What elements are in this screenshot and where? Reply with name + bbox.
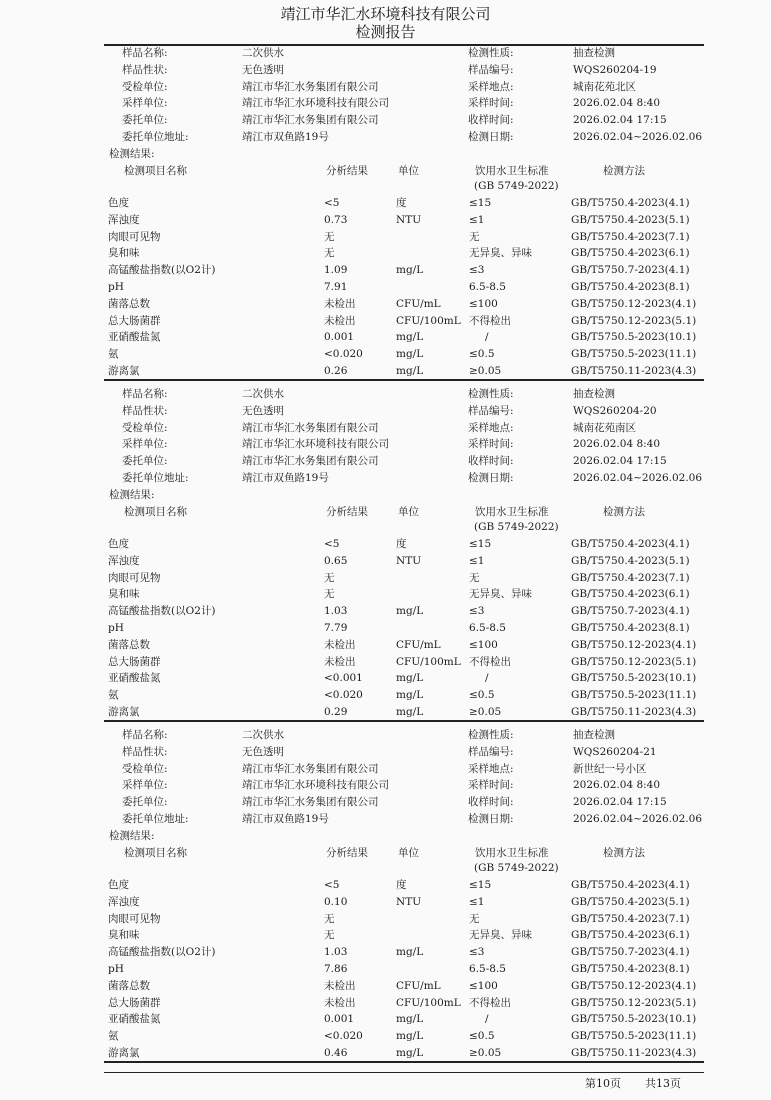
- value-test-date: 2026.02.04~2026.02.06: [573, 131, 703, 143]
- cell-result: <5: [324, 538, 340, 550]
- cell-result: 未检出: [324, 996, 356, 1009]
- cell-method: GB/T5750.12-2023(5.1): [571, 655, 697, 668]
- label-sample-no: 样品编号:: [468, 404, 514, 417]
- label-client-unit: 委托单位:: [122, 455, 168, 468]
- cell-method: GB/T5750.5-2023(11.1): [571, 348, 697, 361]
- cell-result: 未检出: [324, 979, 356, 992]
- label-receive-time: 收样时间:: [468, 455, 514, 468]
- cell-item: 肉眼可见物: [108, 571, 161, 584]
- cell-result: 7.91: [324, 281, 348, 293]
- cell-unit: mg/L: [396, 365, 424, 377]
- label-inspected-unit: 受检单位:: [122, 421, 168, 434]
- value-nature: 抽查检测: [573, 47, 615, 59]
- value-sampling-time: 2026.02.04 8:40: [573, 97, 661, 110]
- value-sampler: 靖江市华汇水环境科技有限公司: [242, 97, 389, 110]
- cell-unit: mg/L: [396, 264, 424, 277]
- value-no: WQS260204-21: [573, 745, 657, 758]
- value-inspected: 靖江市华汇水务集团有限公司: [242, 762, 379, 775]
- cell-result: <0.020: [324, 1030, 363, 1043]
- cell-item: 总大肠菌群: [108, 314, 161, 327]
- cell-method: GB/T5750.4-2023(5.1): [571, 895, 690, 908]
- value-client: 靖江市华汇水务集团有限公司: [242, 455, 379, 468]
- cell-unit: mg/L: [396, 689, 424, 702]
- label-sample-name: 样品名称:: [122, 47, 168, 59]
- value-name: 二次供水: [242, 729, 284, 741]
- cell-result: 0.46: [324, 1047, 348, 1059]
- results-title: 检测结果:: [109, 489, 155, 501]
- cell-result: 0.001: [324, 331, 355, 344]
- cell-method: GB/T5750.11-2023(4.3): [571, 706, 697, 718]
- cell-standard: ≤3: [469, 605, 485, 618]
- value-receive-time: 2026.02.04 17:15: [573, 455, 667, 468]
- label-sampling-site: 采样地点:: [468, 421, 514, 434]
- cell-unit: NTU: [396, 213, 422, 226]
- value-address: 靖江市双鱼路19号: [242, 472, 329, 484]
- cell-item: 臭和味: [108, 247, 140, 260]
- col-header-item: 检测项目名称: [124, 165, 187, 177]
- label-sampling-unit: 采样单位:: [122, 438, 168, 451]
- label-sample-property: 样品性状:: [122, 745, 168, 758]
- col-header-unit: 单位: [398, 847, 419, 859]
- cell-standard: 6.5-8.5: [469, 963, 506, 975]
- label-test-date: 检测日期:: [468, 813, 514, 825]
- cell-result: 未检出: [324, 297, 356, 310]
- cell-standard: /: [485, 331, 489, 344]
- cell-method: GB/T5750.4-2023(4.1): [571, 197, 690, 209]
- cell-standard: ≤3: [469, 264, 485, 277]
- cell-method: GB/T5750.7-2023(4.1): [571, 946, 690, 959]
- cell-standard: ≤100: [469, 297, 498, 310]
- label-sampling-site: 采样地点:: [468, 80, 514, 93]
- col-header-method: 检测方法: [603, 165, 645, 177]
- cell-result: 7.79: [324, 622, 348, 634]
- cell-unit: mg/L: [396, 1030, 424, 1043]
- col-header-result: 分析结果: [326, 847, 368, 859]
- company-name: 靖江市华汇水环境科技有限公司: [280, 5, 491, 23]
- cell-item: 亚硝酸盐氮: [108, 672, 161, 685]
- cell-result: 未检出: [324, 655, 356, 668]
- cell-item: 肉眼可见物: [108, 912, 161, 925]
- cell-method: GB/T5750.5-2023(11.1): [571, 1030, 697, 1043]
- value-client: 靖江市华汇水务集团有限公司: [242, 114, 379, 127]
- label-client-address: 委托单位地址:: [122, 813, 189, 825]
- value-name: 二次供水: [242, 388, 284, 400]
- col-header-item: 检测项目名称: [124, 847, 187, 859]
- label-sampling-site: 采样地点:: [468, 762, 514, 775]
- label-receive-time: 收样时间:: [468, 114, 514, 127]
- value-sampling-time: 2026.02.04 8:40: [573, 438, 661, 451]
- cell-item: 菌落总数: [108, 979, 150, 992]
- cell-standard: 不得检出: [469, 996, 511, 1009]
- cell-result: 0.65: [324, 554, 348, 567]
- cell-method: GB/T5750.4-2023(7.1): [571, 230, 690, 243]
- cell-standard: 无异臭、异味: [469, 247, 532, 260]
- section-bottom-rule: [104, 720, 704, 722]
- label-sample-no: 样品编号:: [468, 63, 514, 76]
- cell-item: 总大肠菌群: [108, 996, 161, 1009]
- label-test-date: 检测日期:: [468, 131, 514, 143]
- cell-standard: ≤0.5: [469, 1030, 495, 1043]
- cell-unit: CFU/mL: [396, 638, 441, 651]
- cell-result: 未检出: [324, 638, 356, 651]
- cell-standard: ≤100: [469, 979, 498, 992]
- cell-result: <5: [324, 197, 340, 209]
- cell-item: 色度: [108, 197, 129, 209]
- footer-rule: [104, 1072, 704, 1073]
- col-header-standard-code: (GB 5749-2022): [474, 521, 559, 533]
- col-header-standard: 饮用水卫生标准: [475, 847, 549, 859]
- cell-unit: NTU: [396, 895, 422, 908]
- cell-method: GB/T5750.7-2023(4.1): [571, 605, 690, 618]
- cell-unit: mg/L: [396, 331, 424, 344]
- cell-unit: mg/L: [396, 1013, 424, 1026]
- label-test-date: 检测日期:: [468, 472, 514, 484]
- value-sampler: 靖江市华汇水环境科技有限公司: [242, 779, 389, 792]
- value-property: 无色透明: [242, 745, 284, 758]
- value-client: 靖江市华汇水务集团有限公司: [242, 796, 379, 809]
- cell-item: 色度: [108, 879, 129, 891]
- cell-method: GB/T5750.11-2023(4.3): [571, 365, 697, 377]
- value-inspected: 靖江市华汇水务集团有限公司: [242, 421, 379, 434]
- cell-method: GB/T5750.11-2023(4.3): [571, 1047, 697, 1059]
- cell-standard: ≤15: [469, 879, 492, 891]
- value-sampler: 靖江市华汇水环境科技有限公司: [242, 438, 389, 451]
- label-sample-property: 样品性状:: [122, 63, 168, 76]
- cell-standard: ≤3: [469, 946, 485, 959]
- value-inspected: 靖江市华汇水务集团有限公司: [242, 80, 379, 93]
- cell-result: 7.86: [324, 963, 348, 975]
- cell-item: 浑浊度: [108, 213, 140, 226]
- cell-method: GB/T5750.12-2023(5.1): [571, 996, 697, 1009]
- cell-item: 高锰酸盐指数(以O2计): [108, 946, 216, 959]
- cell-method: GB/T5750.4-2023(5.1): [571, 554, 690, 567]
- col-header-unit: 单位: [398, 165, 419, 177]
- cell-item: 亚硝酸盐氮: [108, 1013, 161, 1026]
- cell-item: 菌落总数: [108, 297, 150, 310]
- cell-item: 氨: [108, 689, 119, 702]
- cell-method: GB/T5750.4-2023(8.1): [571, 622, 690, 634]
- value-address: 靖江市双鱼路19号: [242, 131, 329, 143]
- cell-result: 0.26: [324, 365, 348, 377]
- cell-result: 0.29: [324, 706, 348, 718]
- cell-result: 0.10: [324, 895, 348, 908]
- cell-result: 未检出: [324, 314, 356, 327]
- label-receive-time: 收样时间:: [468, 796, 514, 809]
- cell-unit: 度: [396, 879, 407, 891]
- label-sampling-unit: 采样单位:: [122, 97, 168, 110]
- cell-method: GB/T5750.7-2023(4.1): [571, 264, 690, 277]
- label-sampling-time: 采样时间:: [468, 779, 514, 792]
- cell-standard: ≤15: [469, 538, 492, 550]
- cell-standard: ≤15: [469, 197, 492, 209]
- cell-method: GB/T5750.5-2023(10.1): [571, 1013, 697, 1026]
- label-client-address: 委托单位地址:: [122, 131, 189, 143]
- cell-method: GB/T5750.4-2023(4.1): [571, 879, 690, 891]
- col-header-standard-code: (GB 5749-2022): [474, 862, 559, 874]
- cell-standard: 6.5-8.5: [469, 281, 506, 293]
- cell-standard: ≤1: [469, 554, 485, 567]
- cell-result: <0.001: [324, 672, 363, 685]
- label-client-address: 委托单位地址:: [122, 472, 189, 484]
- col-header-result: 分析结果: [326, 506, 368, 518]
- cell-unit: mg/L: [396, 672, 424, 685]
- cell-item: 臭和味: [108, 588, 140, 601]
- cell-unit: mg/L: [396, 605, 424, 618]
- value-receive-time: 2026.02.04 17:15: [573, 114, 667, 127]
- cell-result: 无: [324, 912, 335, 925]
- cell-item: 游离氯: [108, 706, 140, 718]
- cell-standard: ≥0.05: [469, 365, 502, 377]
- cell-method: GB/T5750.4-2023(6.1): [571, 929, 690, 942]
- cell-item: pH: [108, 963, 124, 975]
- label-sampling-unit: 采样单位:: [122, 779, 168, 792]
- cell-item: pH: [108, 281, 124, 293]
- cell-item: 游离氯: [108, 365, 140, 377]
- section-bottom-rule: [104, 1061, 704, 1063]
- cell-unit: mg/L: [396, 348, 424, 361]
- cell-standard: ≥0.05: [469, 1047, 502, 1059]
- results-title: 检测结果:: [109, 830, 155, 842]
- value-nature: 抽查检测: [573, 388, 615, 400]
- cell-item: 臭和味: [108, 929, 140, 942]
- cell-method: GB/T5750.4-2023(7.1): [571, 571, 690, 584]
- cell-unit: CFU/100mL: [396, 655, 461, 668]
- value-test-date: 2026.02.04~2026.02.06: [573, 472, 703, 484]
- cell-item: 游离氯: [108, 1047, 140, 1059]
- cell-unit: 度: [396, 197, 407, 209]
- label-sample-no: 样品编号:: [468, 745, 514, 758]
- value-test-date: 2026.02.04~2026.02.06: [573, 813, 703, 825]
- label-sample-name: 样品名称:: [122, 388, 168, 400]
- col-header-result: 分析结果: [326, 165, 368, 177]
- cell-result: 无: [324, 571, 335, 584]
- cell-result: 1.03: [324, 605, 348, 618]
- cell-method: GB/T5750.12-2023(5.1): [571, 314, 697, 327]
- cell-standard: ≤0.5: [469, 689, 495, 702]
- col-header-unit: 单位: [398, 506, 419, 518]
- cell-standard: ≤0.5: [469, 348, 495, 361]
- col-header-method: 检测方法: [603, 506, 645, 518]
- page-number: 第10页: [585, 1077, 621, 1090]
- cell-unit: CFU/100mL: [396, 996, 461, 1009]
- value-sampling-time: 2026.02.04 8:40: [573, 779, 661, 792]
- cell-method: GB/T5750.5-2023(10.1): [571, 331, 697, 344]
- value-no: WQS260204-20: [573, 404, 657, 417]
- value-address: 靖江市双鱼路19号: [242, 813, 329, 825]
- cell-method: GB/T5750.5-2023(11.1): [571, 689, 697, 702]
- cell-result: 无: [324, 588, 335, 601]
- cell-item: 亚硝酸盐氮: [108, 331, 161, 344]
- value-name: 二次供水: [242, 47, 284, 59]
- cell-item: pH: [108, 622, 124, 634]
- value-site: 新世纪一号小区: [573, 762, 647, 775]
- cell-standard: ≤100: [469, 638, 498, 651]
- label-sampling-time: 采样时间:: [468, 97, 514, 110]
- cell-result: 无: [324, 929, 335, 942]
- label-test-nature: 检测性质:: [468, 729, 514, 741]
- cell-method: GB/T5750.4-2023(6.1): [571, 588, 690, 601]
- cell-result: <5: [324, 879, 340, 891]
- value-property: 无色透明: [242, 63, 284, 76]
- cell-method: GB/T5750.4-2023(8.1): [571, 963, 690, 975]
- cell-unit: mg/L: [396, 1047, 424, 1059]
- cell-standard: 不得检出: [469, 314, 511, 327]
- header-rule: [104, 44, 704, 46]
- cell-unit: CFU/100mL: [396, 314, 461, 327]
- cell-result: 无: [324, 247, 335, 260]
- label-inspected-unit: 受检单位:: [122, 762, 168, 775]
- cell-unit: mg/L: [396, 946, 424, 959]
- value-property: 无色透明: [242, 404, 284, 417]
- label-sample-property: 样品性状:: [122, 404, 168, 417]
- cell-method: GB/T5750.12-2023(4.1): [571, 297, 697, 310]
- label-inspected-unit: 受检单位:: [122, 80, 168, 93]
- cell-unit: CFU/mL: [396, 979, 441, 992]
- cell-standard: 无异臭、异味: [469, 588, 532, 601]
- cell-standard: /: [485, 1013, 489, 1026]
- cell-standard: 无: [469, 571, 480, 584]
- label-sampling-time: 采样时间:: [468, 438, 514, 451]
- cell-method: GB/T5750.4-2023(4.1): [571, 538, 690, 550]
- value-site: 城南花苑南区: [573, 421, 636, 434]
- report-title: 检测报告: [355, 23, 416, 41]
- cell-method: GB/T5750.4-2023(8.1): [571, 281, 690, 293]
- cell-result: 1.03: [324, 946, 348, 959]
- cell-item: 色度: [108, 538, 129, 550]
- value-nature: 抽查检测: [573, 729, 615, 741]
- cell-method: GB/T5750.4-2023(5.1): [571, 213, 690, 226]
- cell-result: 无: [324, 230, 335, 243]
- cell-standard: 6.5-8.5: [469, 622, 506, 634]
- cell-item: 浑浊度: [108, 895, 140, 908]
- cell-item: 氨: [108, 1030, 119, 1043]
- cell-standard: ≤1: [469, 213, 485, 226]
- cell-method: GB/T5750.12-2023(4.1): [571, 638, 697, 651]
- col-header-item: 检测项目名称: [124, 506, 187, 518]
- cell-result: 1.09: [324, 264, 348, 277]
- cell-item: 肉眼可见物: [108, 230, 161, 243]
- cell-standard: 不得检出: [469, 655, 511, 668]
- results-title: 检测结果:: [109, 148, 155, 160]
- cell-result: 0.73: [324, 213, 348, 226]
- cell-method: GB/T5750.4-2023(7.1): [571, 912, 690, 925]
- col-header-method: 检测方法: [603, 847, 645, 859]
- value-receive-time: 2026.02.04 17:15: [573, 796, 667, 809]
- cell-item: 总大肠菌群: [108, 655, 161, 668]
- cell-unit: NTU: [396, 554, 422, 567]
- col-header-standard: 饮用水卫生标准: [475, 165, 549, 177]
- label-client-unit: 委托单位:: [122, 796, 168, 809]
- cell-standard: /: [485, 672, 489, 685]
- cell-method: GB/T5750.5-2023(10.1): [571, 672, 697, 685]
- label-test-nature: 检测性质:: [468, 47, 514, 59]
- cell-item: 浑浊度: [108, 554, 140, 567]
- cell-standard: ≥0.05: [469, 706, 502, 718]
- cell-unit: mg/L: [396, 706, 424, 718]
- cell-item: 高锰酸盐指数(以O2计): [108, 605, 216, 618]
- cell-standard: 无: [469, 230, 480, 243]
- label-test-nature: 检测性质:: [468, 388, 514, 400]
- cell-unit: 度: [396, 538, 407, 550]
- cell-standard: 无异臭、异味: [469, 929, 532, 942]
- cell-item: 菌落总数: [108, 638, 150, 651]
- cell-method: GB/T5750.12-2023(4.1): [571, 979, 697, 992]
- cell-item: 高锰酸盐指数(以O2计): [108, 264, 216, 277]
- cell-unit: CFU/mL: [396, 297, 441, 310]
- cell-result: 0.001: [324, 1013, 355, 1026]
- label-client-unit: 委托单位:: [122, 114, 168, 127]
- col-header-standard-code: (GB 5749-2022): [474, 180, 559, 192]
- cell-standard: 无: [469, 912, 480, 925]
- cell-result: <0.020: [324, 348, 363, 361]
- col-header-standard: 饮用水卫生标准: [475, 506, 549, 518]
- cell-method: GB/T5750.4-2023(6.1): [571, 247, 690, 260]
- page-total: 共13页: [645, 1077, 681, 1090]
- cell-item: 氨: [108, 348, 119, 361]
- cell-result: <0.020: [324, 689, 363, 702]
- label-sample-name: 样品名称:: [122, 729, 168, 741]
- cell-standard: ≤1: [469, 895, 485, 908]
- value-site: 城南花苑北区: [573, 80, 636, 93]
- section-bottom-rule: [104, 379, 704, 381]
- value-no: WQS260204-19: [573, 63, 657, 76]
